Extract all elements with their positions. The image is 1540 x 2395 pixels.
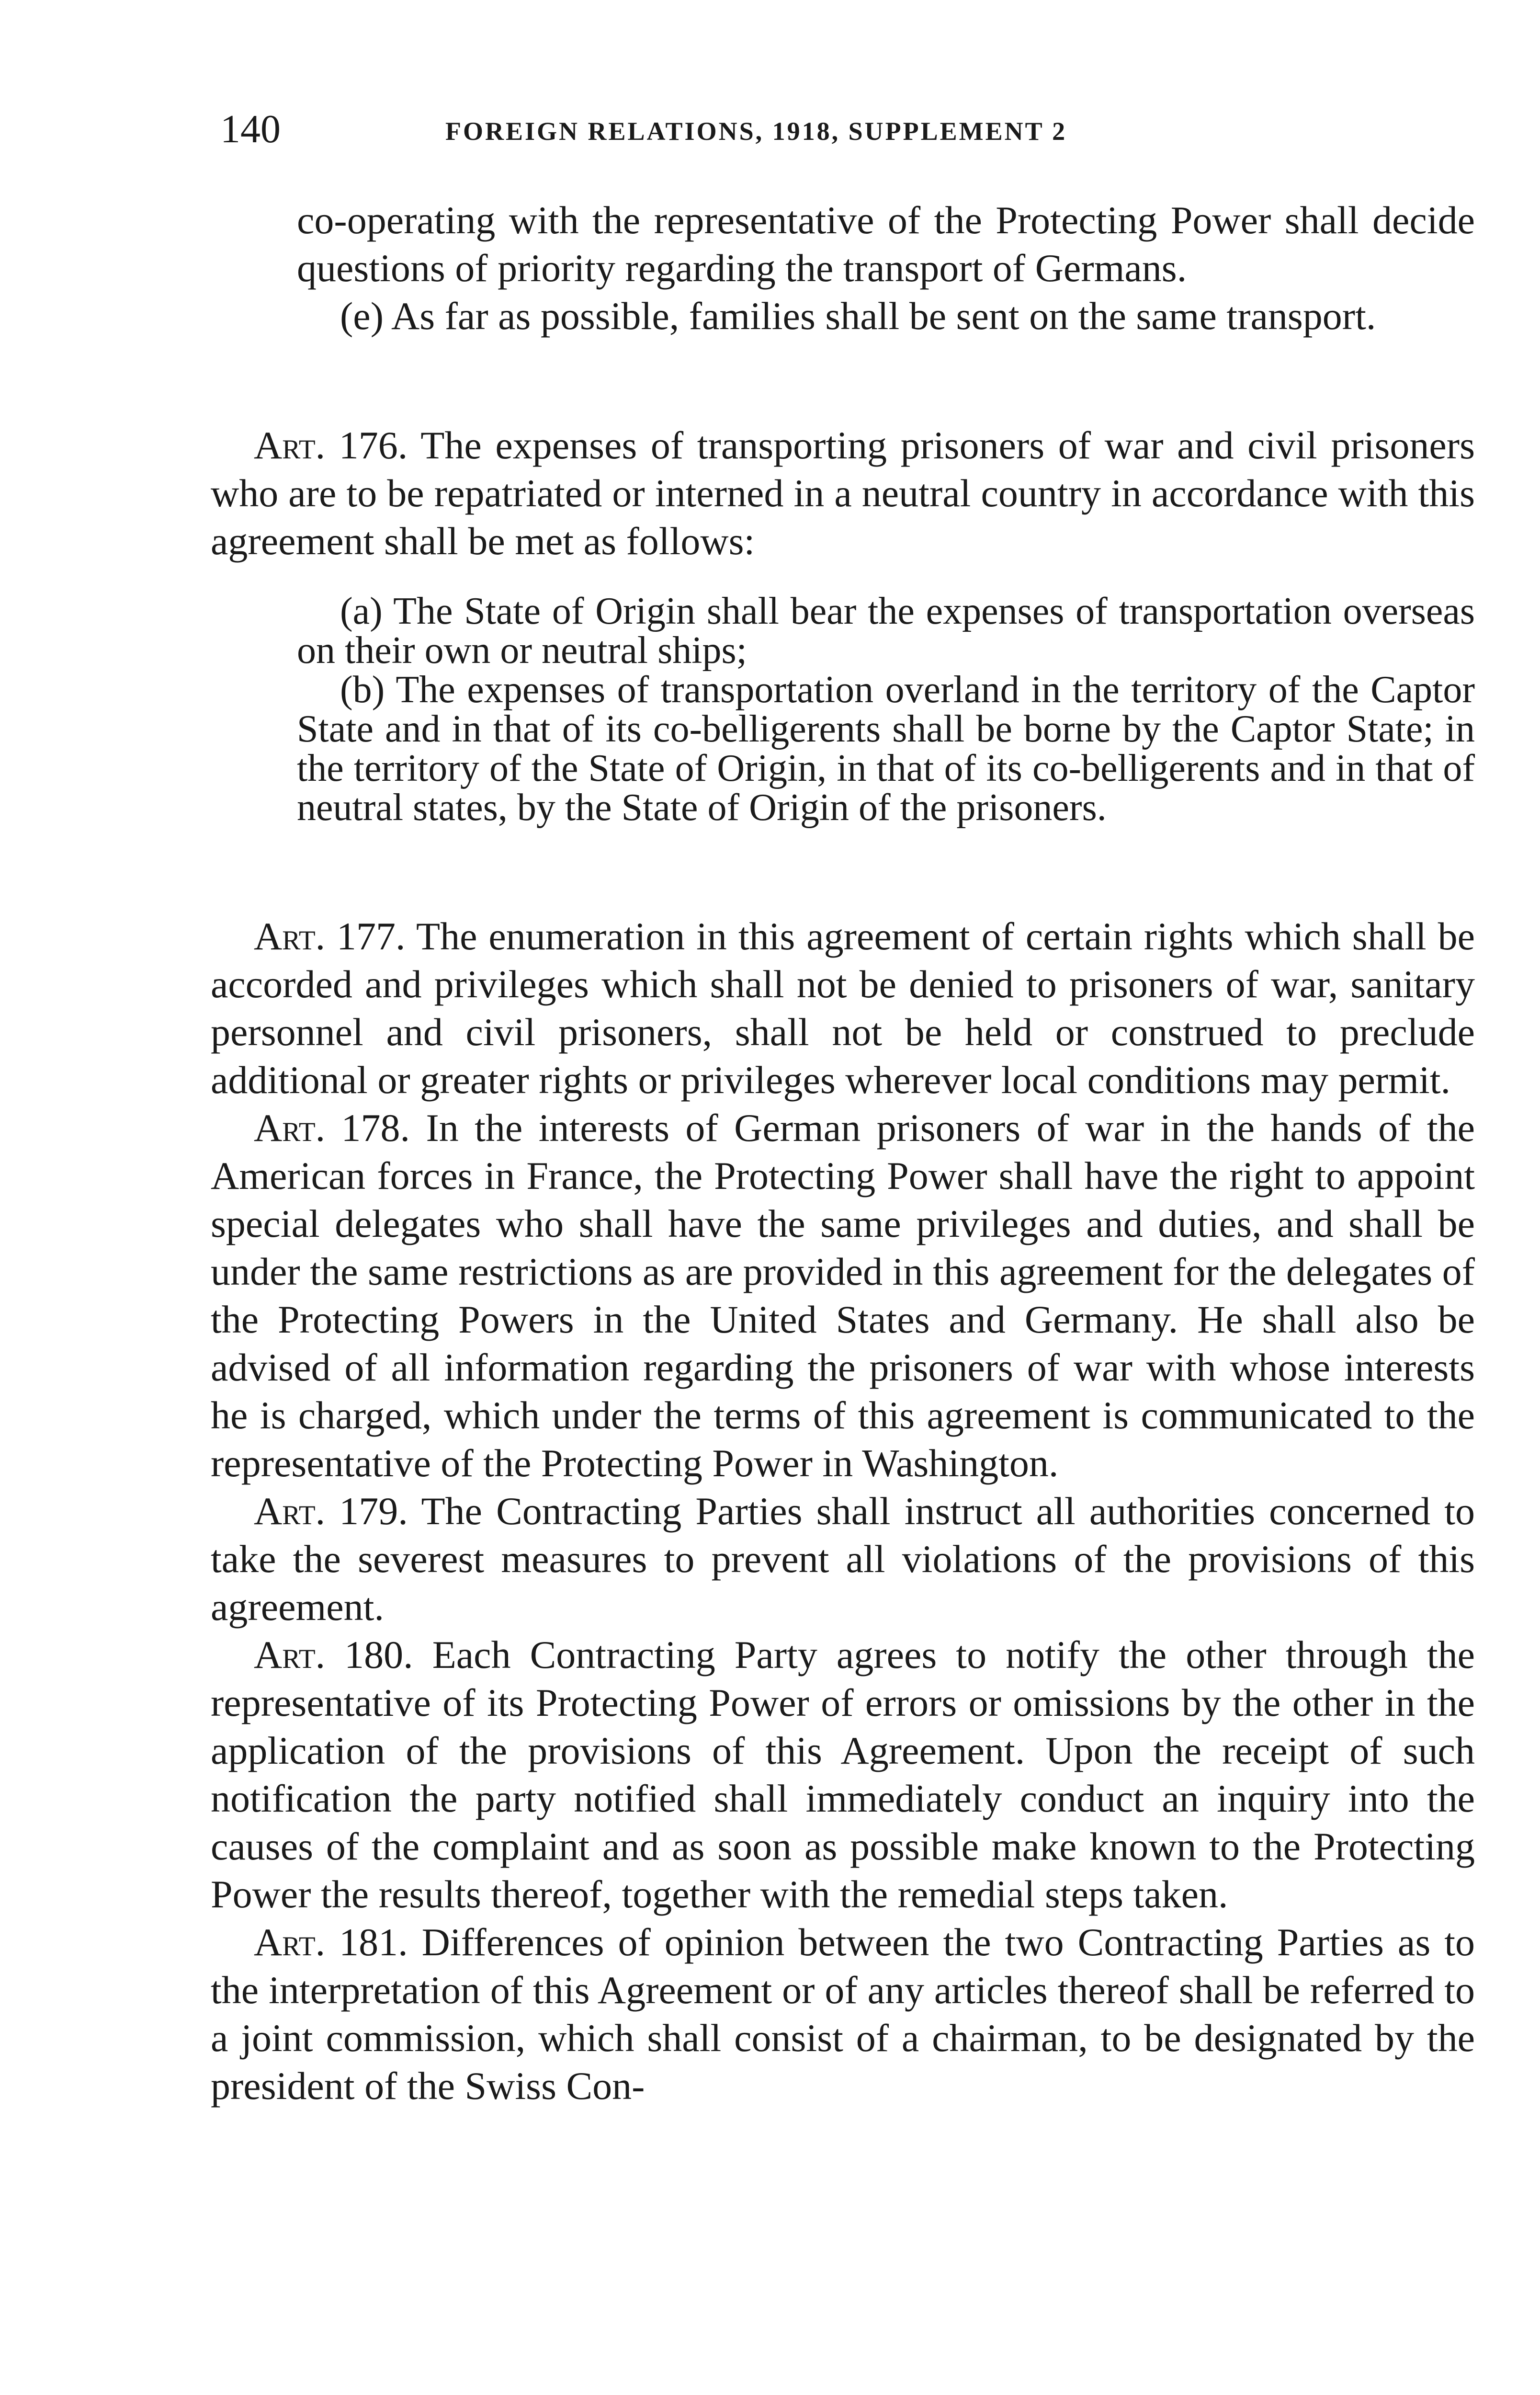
- article-181: [211, 1918, 1475, 2110]
- article-180: [211, 1631, 1475, 1918]
- article-176: [211, 422, 1475, 565]
- page-header: [220, 105, 1475, 163]
- article-176-paragraph: [211, 422, 1475, 565]
- article-text: 181. Differences of opinion between the two Contracting Parties as to the interpretation of this Agreement or of any articles thereof shall be referred to a joint commission, which shall consist of a chairman, to be designated by the president of the Swiss Con-: [211, 1920, 1475, 2108]
- article-label: Art.: [254, 1489, 326, 1533]
- article-label: Art.: [254, 914, 326, 958]
- article-label: Art.: [254, 1106, 326, 1150]
- article-text: 180. Each Contracting Party agrees to notify the other through the representative of its Protecting Power of errors or omissions by the other in the application of the provisions of this Agreement. Upon the receipt of such notification the party notified shall immediately conduct an inquiry into the causes of the complaint and as soon as possible make known to the Protecting Power the results thereof, together with the remedial steps taken.: [211, 1633, 1475, 1916]
- continuation-block: [297, 196, 1475, 340]
- article-text: 177. The enumeration in this agreement of certain rights which shall be accorded and privileges which shall not be denied to prisoners of war, sanitary personnel and civil prisoners, shall not be held or construed to preclude additional or greater rights or privileges wherever local conditions may permit.: [211, 914, 1475, 1102]
- article-text: 178. In the interests of German prisoners of war in the hands of the American forces in France, the Protecting Power shall have the right to appoint special delegates who shall have the same privileges and duties, and shall be under the same restrictions as are provided in this agreement for the delegates of the Protecting Powers in the United States and Germany. He shall also be advised of all information regarding the prisoners of war with whose interests he is charged, which under the terms of this agreement is communicated to the representative of the Protecting Power in Washington.: [211, 1106, 1475, 1485]
- article-label: Art.: [254, 1920, 326, 1964]
- running-head: FOREIGN RELATIONS, 1918, SUPPLEMENT 2: [445, 117, 1067, 146]
- article-176-item-a: (a) The State of Origin shall bear the expenses of transportation overseas on their own or neutral ships;: [297, 590, 1475, 672]
- article-178: [211, 1104, 1475, 1487]
- article-176-item-b: (b) The expenses of transportation overland in the territory of the Captor State and in that of its co-belligerents shall be borne by the Captor State; in the territory of the State of Origin, in that of its co-belligerents and in that of neutral states, by the State of Origin of the prisoners.: [297, 669, 1475, 829]
- article-label: Art.: [254, 423, 326, 467]
- article-176-list: [297, 592, 1475, 827]
- article-text: 179. The Contracting Parties shall instruct all authorities concerned to take the severest measures to prevent all violations of the provisions of this agreement.: [211, 1489, 1475, 1629]
- continuation-paragraph: co-operating with the representative of the Protecting Power shall decide questions of priority regarding the transport of Germans.: [297, 198, 1475, 290]
- page-number: 140: [220, 107, 281, 151]
- continuation-item-e: (e) As far as possible, families shall be sent on the same transport.: [340, 294, 1376, 338]
- articles-block: [211, 912, 1475, 2110]
- article-177: [211, 912, 1475, 1104]
- article-text: 176. The expenses of transporting prisoners of war and civil prisoners who are to be repatriated or interned in a neutral country in accordance with this agreement shall be met as follows:: [211, 423, 1475, 563]
- article-label: Art.: [254, 1633, 326, 1676]
- article-179: [211, 1487, 1475, 1631]
